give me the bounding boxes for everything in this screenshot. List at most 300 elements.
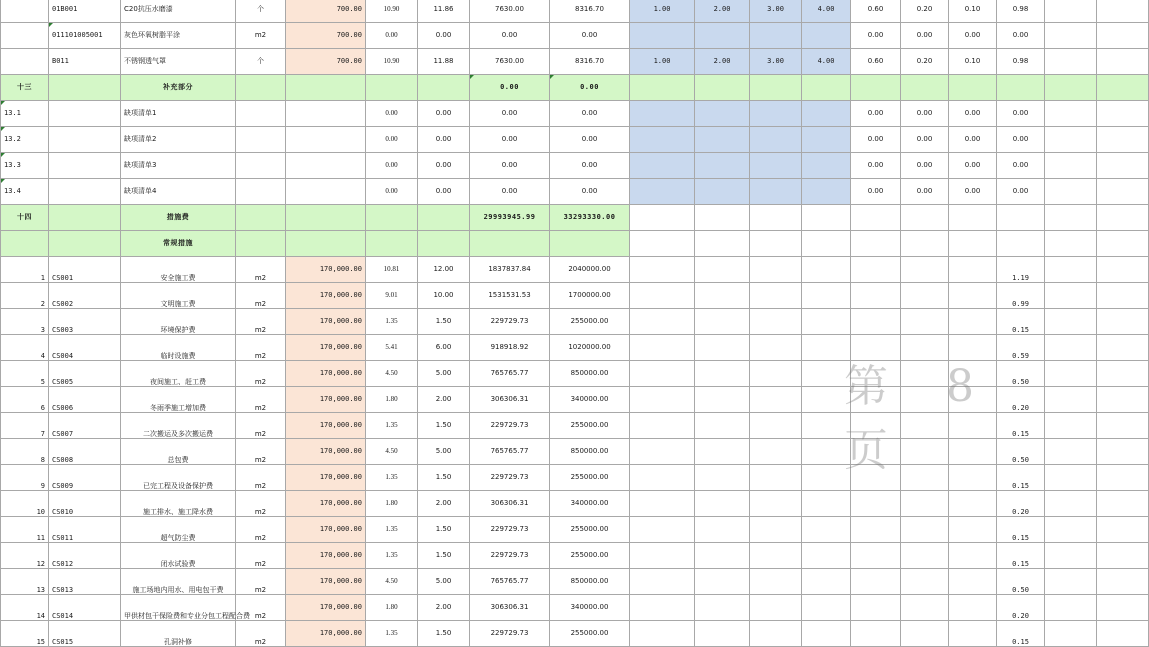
ratio-cell[interactable]	[750, 127, 802, 153]
code-cell[interactable]: CS012	[49, 543, 121, 569]
amount1-cell[interactable]: 7630.00	[470, 49, 550, 75]
extra-cell[interactable]	[1097, 101, 1149, 127]
price1-cell[interactable]: 1.35	[366, 465, 418, 491]
amount1-cell[interactable]: 229729.73	[470, 413, 550, 439]
empty-cell[interactable]	[949, 595, 997, 621]
section-amount1[interactable]: 0.00	[470, 75, 550, 101]
code-cell[interactable]: CS009	[49, 465, 121, 491]
amount1-cell[interactable]: 765765.77	[470, 439, 550, 465]
price1-cell[interactable]: 1.80	[366, 491, 418, 517]
extra-cell[interactable]	[1097, 465, 1149, 491]
unit-cell[interactable]	[236, 153, 286, 179]
amount2-cell[interactable]: 0.00	[550, 153, 630, 179]
extra-cell[interactable]	[1045, 127, 1097, 153]
empty-cell[interactable]	[750, 491, 802, 517]
rate4-cell[interactable]: 0.20	[997, 491, 1045, 517]
empty-cell[interactable]	[695, 569, 750, 595]
subsection-seq[interactable]	[1, 231, 49, 257]
section-code[interactable]	[49, 205, 121, 231]
name-cell[interactable]: 缺项清单2	[121, 127, 236, 153]
ratio-cell[interactable]	[695, 127, 750, 153]
section-cell[interactable]	[1045, 75, 1097, 101]
price1-cell[interactable]: 0.00	[366, 153, 418, 179]
name-cell[interactable]: 冬雨季施工增加费	[121, 387, 236, 413]
empty-cell[interactable]	[695, 257, 750, 283]
extra-cell[interactable]	[1045, 101, 1097, 127]
name-cell[interactable]: 灰色环氧树脂平涂	[121, 23, 236, 49]
empty-cell[interactable]	[901, 517, 949, 543]
unit-cell[interactable]: m2	[236, 309, 286, 335]
seq-cell[interactable]	[1, 23, 49, 49]
rate4-cell[interactable]: 0.00	[997, 23, 1045, 49]
empty-cell[interactable]	[630, 439, 695, 465]
qty-cell[interactable]: 170,000.00	[286, 361, 366, 387]
subsection-cell[interactable]	[997, 231, 1045, 257]
amount2-cell[interactable]: 8316.70	[550, 0, 630, 23]
ratio-cell[interactable]	[802, 127, 851, 153]
empty-cell[interactable]	[630, 361, 695, 387]
extra-cell[interactable]	[1097, 257, 1149, 283]
ratio4-cell[interactable]: 4.00	[802, 49, 851, 75]
rate4-cell[interactable]: 0.15	[997, 413, 1045, 439]
rate3-cell[interactable]: 0.00	[949, 101, 997, 127]
empty-cell[interactable]	[851, 569, 901, 595]
price1-cell[interactable]: 9.01	[366, 283, 418, 309]
empty-cell[interactable]	[901, 491, 949, 517]
qty-cell[interactable]: 170,000.00	[286, 543, 366, 569]
rate4-cell[interactable]: 0.98	[997, 49, 1045, 75]
subsection-cell[interactable]	[1045, 231, 1097, 257]
subsection-cell[interactable]	[851, 231, 901, 257]
price2-cell[interactable]: 5.00	[418, 569, 470, 595]
price2-cell[interactable]: 6.00	[418, 335, 470, 361]
empty-cell[interactable]	[901, 621, 949, 647]
empty-cell[interactable]	[949, 283, 997, 309]
section-cell[interactable]	[802, 205, 851, 231]
rate4-cell[interactable]: 0.20	[997, 595, 1045, 621]
rate1-cell[interactable]: 0.00	[851, 179, 901, 205]
code-cell[interactable]: 01B001	[49, 0, 121, 23]
price2-cell[interactable]: 2.00	[418, 595, 470, 621]
no-cell[interactable]: 11	[1, 517, 49, 543]
section-cell[interactable]	[802, 75, 851, 101]
no-cell[interactable]: 13	[1, 569, 49, 595]
ratio-cell[interactable]	[750, 101, 802, 127]
seq-cell[interactable]: 13.1	[1, 101, 49, 127]
empty-cell[interactable]	[949, 569, 997, 595]
price2-cell[interactable]: 1.50	[418, 465, 470, 491]
amount2-cell[interactable]: 340000.00	[550, 595, 630, 621]
section-cell[interactable]	[750, 75, 802, 101]
amount2-cell[interactable]: 0.00	[550, 23, 630, 49]
code-cell[interactable]	[49, 101, 121, 127]
price1-cell[interactable]: 1.80	[366, 387, 418, 413]
empty-cell[interactable]	[851, 517, 901, 543]
subsection-name[interactable]: 常规措施	[121, 231, 236, 257]
rate4-cell[interactable]: 0.99	[997, 283, 1045, 309]
name-cell[interactable]: C20抗压水磨漆	[121, 0, 236, 23]
no-cell[interactable]: 2	[1, 283, 49, 309]
code-cell[interactable]: CS011	[49, 517, 121, 543]
rate4-cell[interactable]: 0.15	[997, 517, 1045, 543]
amount2-cell[interactable]: 1700000.00	[550, 283, 630, 309]
unit-cell[interactable]: m2	[236, 283, 286, 309]
subsection-cell[interactable]	[802, 231, 851, 257]
unit-cell[interactable]: m2	[236, 595, 286, 621]
unit-cell[interactable]: m2	[236, 413, 286, 439]
code-cell[interactable]: CS010	[49, 491, 121, 517]
subsection-code[interactable]	[49, 231, 121, 257]
seq-cell[interactable]: 13.2	[1, 127, 49, 153]
empty-cell[interactable]	[750, 439, 802, 465]
code-cell[interactable]: 011101005001	[49, 23, 121, 49]
rate4-cell[interactable]: 1.19	[997, 257, 1045, 283]
extra-cell[interactable]	[1097, 153, 1149, 179]
empty-cell[interactable]	[695, 543, 750, 569]
amount2-cell[interactable]: 1020000.00	[550, 335, 630, 361]
section-cell[interactable]	[997, 205, 1045, 231]
price1-cell[interactable]: 4.50	[366, 569, 418, 595]
price1-cell[interactable]: 4.50	[366, 361, 418, 387]
section-cell[interactable]	[630, 75, 695, 101]
seq-cell[interactable]	[1, 49, 49, 75]
section-amount2[interactable]: 0.00	[550, 75, 630, 101]
code-cell[interactable]: CS014	[49, 595, 121, 621]
seq-cell[interactable]: 13.4	[1, 179, 49, 205]
code-cell[interactable]: CS008	[49, 439, 121, 465]
price1-cell[interactable]: 0.00	[366, 127, 418, 153]
price2-cell[interactable]: 1.50	[418, 413, 470, 439]
price2-cell[interactable]: 11.86	[418, 0, 470, 23]
unit-cell[interactable]: m2	[236, 361, 286, 387]
price2-cell[interactable]: 0.00	[418, 179, 470, 205]
price2-cell[interactable]: 5.00	[418, 439, 470, 465]
name-cell[interactable]: 超气防尘费	[121, 517, 236, 543]
empty-cell[interactable]	[750, 413, 802, 439]
empty-cell[interactable]	[750, 569, 802, 595]
section-amount1[interactable]: 29993945.99	[470, 205, 550, 231]
subsection-cell[interactable]	[750, 231, 802, 257]
rate3-cell[interactable]: 0.00	[949, 153, 997, 179]
ratio3-cell[interactable]: 3.00	[750, 49, 802, 75]
empty-cell[interactable]	[851, 257, 901, 283]
ratio4-cell[interactable]	[802, 23, 851, 49]
amount1-cell[interactable]: 306306.31	[470, 387, 550, 413]
code-cell[interactable]: CS006	[49, 387, 121, 413]
qty-cell[interactable]: 170,000.00	[286, 621, 366, 647]
amount2-cell[interactable]: 340000.00	[550, 491, 630, 517]
rate2-cell[interactable]: 0.00	[901, 153, 949, 179]
ratio3-cell[interactable]: 3.00	[750, 0, 802, 23]
no-cell[interactable]: 10	[1, 491, 49, 517]
subsection-cell[interactable]	[550, 231, 630, 257]
empty-cell[interactable]	[630, 387, 695, 413]
empty-cell[interactable]	[695, 413, 750, 439]
section-cell[interactable]	[418, 205, 470, 231]
no-cell[interactable]: 7	[1, 413, 49, 439]
empty-cell[interactable]	[802, 517, 851, 543]
amount1-cell[interactable]: 306306.31	[470, 491, 550, 517]
empty-cell[interactable]	[695, 517, 750, 543]
extra-cell[interactable]	[1097, 0, 1149, 23]
section-cell[interactable]	[695, 75, 750, 101]
amount1-cell[interactable]: 0.00	[470, 23, 550, 49]
extra-cell[interactable]	[1097, 491, 1149, 517]
extra-cell[interactable]	[1045, 621, 1097, 647]
name-cell[interactable]: 不锈钢透气罩	[121, 49, 236, 75]
unit-cell[interactable]: m2	[236, 23, 286, 49]
code-cell[interactable]	[49, 127, 121, 153]
extra-cell[interactable]	[1045, 49, 1097, 75]
no-cell[interactable]: 9	[1, 465, 49, 491]
amount2-cell[interactable]: 0.00	[550, 179, 630, 205]
empty-cell[interactable]	[851, 595, 901, 621]
qty-cell[interactable]: 700.00	[286, 0, 366, 23]
ratio-cell[interactable]	[695, 101, 750, 127]
amount1-cell[interactable]: 229729.73	[470, 309, 550, 335]
subsection-cell[interactable]	[901, 231, 949, 257]
empty-cell[interactable]	[750, 335, 802, 361]
extra-cell[interactable]	[1045, 179, 1097, 205]
code-cell[interactable]: CS004	[49, 335, 121, 361]
seq-cell[interactable]	[1, 0, 49, 23]
qty-cell[interactable]: 170,000.00	[286, 309, 366, 335]
empty-cell[interactable]	[750, 595, 802, 621]
price1-cell[interactable]: 1.35	[366, 543, 418, 569]
empty-cell[interactable]	[630, 309, 695, 335]
extra-cell[interactable]	[1045, 517, 1097, 543]
unit-cell[interactable]: m2	[236, 621, 286, 647]
price1-cell[interactable]: 0.00	[366, 101, 418, 127]
rate4-cell[interactable]: 0.50	[997, 569, 1045, 595]
extra-cell[interactable]	[1045, 491, 1097, 517]
rate3-cell[interactable]: 0.10	[949, 49, 997, 75]
price2-cell[interactable]: 11.88	[418, 49, 470, 75]
section-cell[interactable]	[1097, 75, 1149, 101]
ratio-cell[interactable]	[630, 153, 695, 179]
no-cell[interactable]: 12	[1, 543, 49, 569]
section-cell[interactable]	[949, 205, 997, 231]
empty-cell[interactable]	[750, 387, 802, 413]
price1-cell[interactable]: 5.41	[366, 335, 418, 361]
code-cell[interactable]: CS007	[49, 413, 121, 439]
amount2-cell[interactable]: 255000.00	[550, 465, 630, 491]
ratio1-cell[interactable]	[630, 23, 695, 49]
amount1-cell[interactable]: 1837837.84	[470, 257, 550, 283]
section-cell[interactable]	[286, 75, 366, 101]
empty-cell[interactable]	[802, 257, 851, 283]
qty-cell[interactable]: 170,000.00	[286, 491, 366, 517]
ratio4-cell[interactable]: 4.00	[802, 0, 851, 23]
empty-cell[interactable]	[695, 621, 750, 647]
extra-cell[interactable]	[1045, 0, 1097, 23]
extra-cell[interactable]	[1045, 569, 1097, 595]
qty-cell[interactable]: 170,000.00	[286, 335, 366, 361]
unit-cell[interactable]	[236, 179, 286, 205]
empty-cell[interactable]	[695, 439, 750, 465]
empty-cell[interactable]	[630, 595, 695, 621]
unit-cell[interactable]: m2	[236, 543, 286, 569]
section-cell[interactable]	[630, 205, 695, 231]
amount2-cell[interactable]: 255000.00	[550, 413, 630, 439]
unit-cell[interactable]: m2	[236, 569, 286, 595]
extra-cell[interactable]	[1097, 283, 1149, 309]
qty-cell[interactable]: 170,000.00	[286, 465, 366, 491]
name-cell[interactable]: 文明施工费	[121, 283, 236, 309]
empty-cell[interactable]	[949, 621, 997, 647]
section-cell[interactable]	[901, 205, 949, 231]
price2-cell[interactable]: 12.00	[418, 257, 470, 283]
name-cell[interactable]: 施工排水、施工降水费	[121, 491, 236, 517]
extra-cell[interactable]	[1097, 361, 1149, 387]
subsection-cell[interactable]	[630, 231, 695, 257]
empty-cell[interactable]	[802, 569, 851, 595]
extra-cell[interactable]	[1097, 23, 1149, 49]
rate2-cell[interactable]: 0.00	[901, 23, 949, 49]
code-cell[interactable]: CS002	[49, 283, 121, 309]
amount2-cell[interactable]: 340000.00	[550, 387, 630, 413]
empty-cell[interactable]	[630, 283, 695, 309]
no-cell[interactable]: 1	[1, 257, 49, 283]
extra-cell[interactable]	[1097, 595, 1149, 621]
price2-cell[interactable]: 1.50	[418, 543, 470, 569]
section-cell[interactable]	[851, 205, 901, 231]
qty-cell[interactable]: 170,000.00	[286, 569, 366, 595]
subsection-cell[interactable]	[418, 231, 470, 257]
code-cell[interactable]: B011	[49, 49, 121, 75]
rate3-cell[interactable]: 0.10	[949, 0, 997, 23]
amount1-cell[interactable]: 765765.77	[470, 569, 550, 595]
subsection-cell[interactable]	[695, 231, 750, 257]
rate4-cell[interactable]: 0.00	[997, 127, 1045, 153]
extra-cell[interactable]	[1045, 283, 1097, 309]
ratio-cell[interactable]	[750, 153, 802, 179]
extra-cell[interactable]	[1097, 517, 1149, 543]
empty-cell[interactable]	[901, 309, 949, 335]
extra-cell[interactable]	[1097, 439, 1149, 465]
qty-cell[interactable]	[286, 101, 366, 127]
price2-cell[interactable]: 1.50	[418, 309, 470, 335]
empty-cell[interactable]	[750, 465, 802, 491]
amount2-cell[interactable]: 850000.00	[550, 439, 630, 465]
section-cell[interactable]	[949, 75, 997, 101]
rate3-cell[interactable]: 0.00	[949, 127, 997, 153]
rate2-cell[interactable]: 0.00	[901, 101, 949, 127]
rate1-cell[interactable]: 0.60	[851, 0, 901, 23]
no-cell[interactable]: 6	[1, 387, 49, 413]
subsection-cell[interactable]	[1097, 231, 1149, 257]
rate4-cell[interactable]: 0.15	[997, 309, 1045, 335]
section-cell[interactable]	[418, 75, 470, 101]
amount2-cell[interactable]: 850000.00	[550, 569, 630, 595]
amount1-cell[interactable]: 229729.73	[470, 543, 550, 569]
empty-cell[interactable]	[802, 491, 851, 517]
price1-cell[interactable]: 1.35	[366, 413, 418, 439]
price1-cell[interactable]: 1.35	[366, 517, 418, 543]
rate4-cell[interactable]: 0.15	[997, 621, 1045, 647]
unit-cell[interactable]: 个	[236, 0, 286, 23]
code-cell[interactable]: CS015	[49, 621, 121, 647]
ratio-cell[interactable]	[630, 101, 695, 127]
rate2-cell[interactable]: 0.00	[901, 179, 949, 205]
empty-cell[interactable]	[630, 621, 695, 647]
no-cell[interactable]: 15	[1, 621, 49, 647]
qty-cell[interactable]: 170,000.00	[286, 439, 366, 465]
price2-cell[interactable]: 10.00	[418, 283, 470, 309]
amount1-cell[interactable]: 0.00	[470, 153, 550, 179]
price2-cell[interactable]: 0.00	[418, 127, 470, 153]
name-cell[interactable]: 施工场地内用水、用电包干费	[121, 569, 236, 595]
price2-cell[interactable]: 1.50	[418, 517, 470, 543]
unit-cell[interactable]: m2	[236, 257, 286, 283]
qty-cell[interactable]: 170,000.00	[286, 517, 366, 543]
name-cell[interactable]: 临时设施费	[121, 335, 236, 361]
amount1-cell[interactable]: 0.00	[470, 179, 550, 205]
rate4-cell[interactable]: 0.20	[997, 387, 1045, 413]
code-cell[interactable]	[49, 179, 121, 205]
extra-cell[interactable]	[1097, 335, 1149, 361]
empty-cell[interactable]	[695, 283, 750, 309]
empty-cell[interactable]	[695, 335, 750, 361]
empty-cell[interactable]	[630, 465, 695, 491]
extra-cell[interactable]	[1045, 543, 1097, 569]
empty-cell[interactable]	[949, 491, 997, 517]
price1-cell[interactable]: 0.00	[366, 23, 418, 49]
subsection-cell[interactable]	[236, 231, 286, 257]
amount2-cell[interactable]: 255000.00	[550, 543, 630, 569]
qty-cell[interactable]: 170,000.00	[286, 257, 366, 283]
extra-cell[interactable]	[1097, 543, 1149, 569]
unit-cell[interactable]: m2	[236, 335, 286, 361]
amount1-cell[interactable]: 229729.73	[470, 465, 550, 491]
section-cell[interactable]	[695, 205, 750, 231]
empty-cell[interactable]	[901, 283, 949, 309]
empty-cell[interactable]	[750, 543, 802, 569]
unit-cell[interactable]: m2	[236, 517, 286, 543]
amount2-cell[interactable]: 850000.00	[550, 361, 630, 387]
empty-cell[interactable]	[695, 595, 750, 621]
empty-cell[interactable]	[695, 361, 750, 387]
empty-cell[interactable]	[949, 517, 997, 543]
empty-cell[interactable]	[750, 361, 802, 387]
rate4-cell[interactable]: 0.98	[997, 0, 1045, 23]
section-cell[interactable]	[901, 75, 949, 101]
name-cell[interactable]: 孔洞补修	[121, 621, 236, 647]
price2-cell[interactable]: 0.00	[418, 23, 470, 49]
rate3-cell[interactable]: 0.00	[949, 179, 997, 205]
ratio3-cell[interactable]	[750, 23, 802, 49]
empty-cell[interactable]	[851, 491, 901, 517]
rate1-cell[interactable]: 0.00	[851, 127, 901, 153]
qty-cell[interactable]: 170,000.00	[286, 595, 366, 621]
name-cell[interactable]: 二次搬运及多次搬运费	[121, 413, 236, 439]
amount2-cell[interactable]: 255000.00	[550, 621, 630, 647]
rate3-cell[interactable]: 0.00	[949, 23, 997, 49]
extra-cell[interactable]	[1097, 413, 1149, 439]
empty-cell[interactable]	[901, 595, 949, 621]
amount1-cell[interactable]: 0.00	[470, 127, 550, 153]
rate4-cell[interactable]: 0.15	[997, 543, 1045, 569]
empty-cell[interactable]	[949, 309, 997, 335]
extra-cell[interactable]	[1045, 257, 1097, 283]
name-cell[interactable]: 闭水试验费	[121, 543, 236, 569]
subsection-cell[interactable]	[366, 231, 418, 257]
unit-cell[interactable]: m2	[236, 491, 286, 517]
extra-cell[interactable]	[1097, 309, 1149, 335]
section-cell[interactable]	[286, 205, 366, 231]
empty-cell[interactable]	[949, 257, 997, 283]
rate1-cell[interactable]: 0.00	[851, 23, 901, 49]
